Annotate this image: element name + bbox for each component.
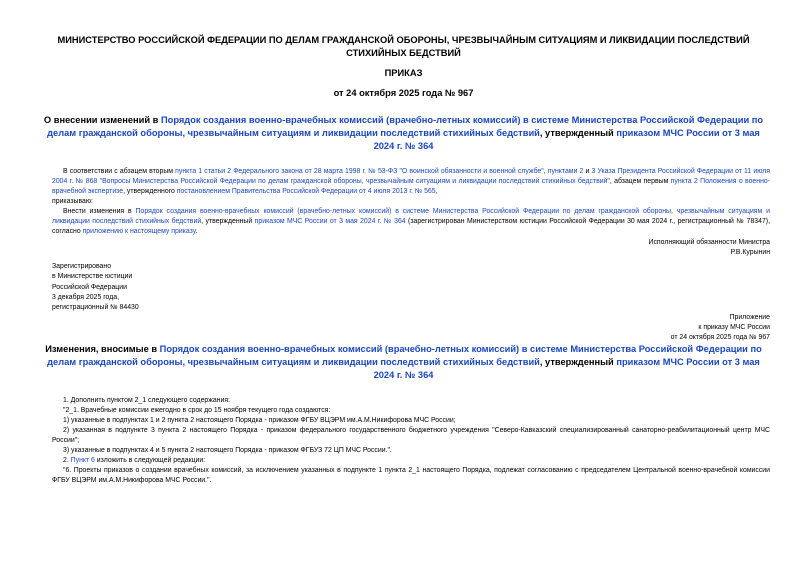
changes-title [40,343,767,382]
title-text: Изменения, вносимые в [45,344,160,354]
order-text: , утвержденный [201,218,255,225]
change-item: "2_1. Врачебные комиссии ежегодно в срок до 15 ноября текущего года создаются: [63,407,331,414]
regulation-link[interactable]: пункта 2 Положения о военно-врачебной экспертизе [52,178,771,195]
signature-role: Исполняющий обязанности Министра [648,239,770,246]
change-text: изложить в следующей редакции: [94,457,206,464]
preamble-text: , [435,188,438,195]
order-364-link[interactable]: приказом МЧС России от 3 мая 2024 г. № 364 [373,357,760,380]
changes-body [52,396,770,486]
order-paragraph [52,207,770,237]
preamble-text: , [543,168,548,175]
decree-points-link[interactable]: пунктами 2 [547,168,584,175]
preamble-text: В соответствии с абзацем вторым [63,168,176,175]
preamble-text: и [583,168,592,175]
registration-line: регистрационный № 84430 [52,304,139,312]
title-text: , утвержденный [539,357,617,367]
registration-block [52,262,139,313]
presidential-decree-link[interactable]: 3 Указа Президента Российской Федерации от 11 июля 2004 г. № 868 "Вопросы Министерства Российской Федерации по делам гражданской обороны, чрезвычайным ситуациям и ликвидации последствий стихийных бедствий" [52,168,770,185]
order-364-link[interactable]: приказом МЧС России от 3 мая 2024 г. № 364 [254,218,406,225]
change-item: 1) указанные в подпунктах 1 и 2 пункта 2 настоящего Порядка - приказом ФГБУ ВЦЭРМ им.А.М.Никифорова МЧС России; [63,417,456,424]
registration-line: Зарегистрировано [52,263,112,270]
registration-line: 3 декабря 2025 года, [52,293,119,301]
preamble-text: , абзацем первым [609,178,671,185]
ministry-header: МИНИСТЕРСТВО РОССИЙСКОЙ ФЕДЕРАЦИИ ПО ДЕЛАМ ГРАЖДАНСКОЙ ОБОРОНЫ, ЧРЕЗВЫЧАЙНЫМ СИТУАЦИЯМ И ЛИКВИДАЦИИ ПОСЛЕДСТВИЙ СТИХИЙНЫХ БЕДСТВИЙ [57,35,750,58]
order-text: Внести изменения в [63,208,136,215]
title-text: О внесении изменений в [43,115,161,125]
government-resolution-link[interactable]: постановлением Правительства Российской Федерации от 4 июля 2013 г. № 565 [176,188,436,195]
appendix-line: к приказу МЧС России [698,324,770,331]
change-item: 2) указанная в подпункте 3 пункта 2 настоящего Порядка - приказом федерального государственного бюджетного учреждения "Северо-Кавказский специализированный санаторно-реабилитационный центр МЧС России"; [52,427,770,444]
preamble-text: , утвержденного [123,188,177,195]
preamble-block [52,167,770,237]
signature-name: Р.В.Курынин [730,249,770,256]
order-title [40,114,767,153]
order-text: . [195,228,198,235]
change-item: "6. Проекты приказов о создании врачебных комиссий, за исключением указанных в подпункте 1 пункта 2_1 настоящего Порядка, подлежат согласованию с председателем Центральной военно-врачебной комиссии ФГБУ ВЦЭРМ им.А.М.Никифорова МЧС России.". [52,467,770,484]
procedure-link[interactable]: Порядок создания военно-врачебных комиссий (врачебно-летных комиссий) в системе Министерства Российской Федерации по делам гражданской обороны, чрезвычайным ситуациям и ликвидации последствий стихийных бедствий [47,344,762,367]
change-item: 1. Дополнить пунктом 2_1 следующего содержания: [63,397,230,404]
doc-date: от 24 октября 2025 года № 967 [333,88,474,98]
change-item: 3) указанные в подпунктах 4 и 5 пункта 2 настоящего Порядка - приказом ФГБУЗ 72 ЦП МЧС России.". [63,447,392,454]
title-text: , утвержденный [539,128,617,138]
procedure-link[interactable]: Порядок создания военно-врачебных комиссий (врачебно-летных комиссий) в системе Министерства Российской Федерации по делам гражданской обороны, чрезвычайным ситуациям и ликвидации последствий стихийных бедствий [52,208,770,225]
signature-block [649,238,770,258]
registration-line: Российской Федерации [52,283,127,291]
appendix-block [671,313,770,343]
registration-line: в Министерстве юстиции [52,273,133,281]
appendix-link[interactable]: приложению к настоящему приказу [82,228,196,235]
procedure-link[interactable]: Порядок создания военно-врачебных комиссий (врачебно-летных комиссий) в системе Министерства Российской Федерации по делам гражданской обороны, чрезвычайным ситуациям и ликвидации последствий стихийных бедствий [47,115,764,138]
change-item [52,456,770,466]
change-text: 2. [63,457,71,464]
federal-law-link[interactable]: пункта 1 статьи 2 Федерального закона от 28 марта 1998 г. № 53-ФЗ "О воинской обязанности и военной службе" [175,168,544,175]
order-text: (зарегистрирован Министерством юстиции Российской Федерации 30 мая 2024 г., регистрационный № 78347), согласно [52,218,771,235]
order-364-link[interactable]: приказом МЧС России от 3 мая 2024 г. № 364 [373,128,760,151]
preamble-paragraph [52,167,770,197]
order-word: приказываю: [52,198,93,205]
appendix-line: Приложение [729,314,770,321]
appendix-line: от 24 октября 2025 года № 967 [670,334,770,341]
doc-type: ПРИКАЗ [384,68,423,78]
point-6-link[interactable]: Пункт 6 [70,457,95,464]
